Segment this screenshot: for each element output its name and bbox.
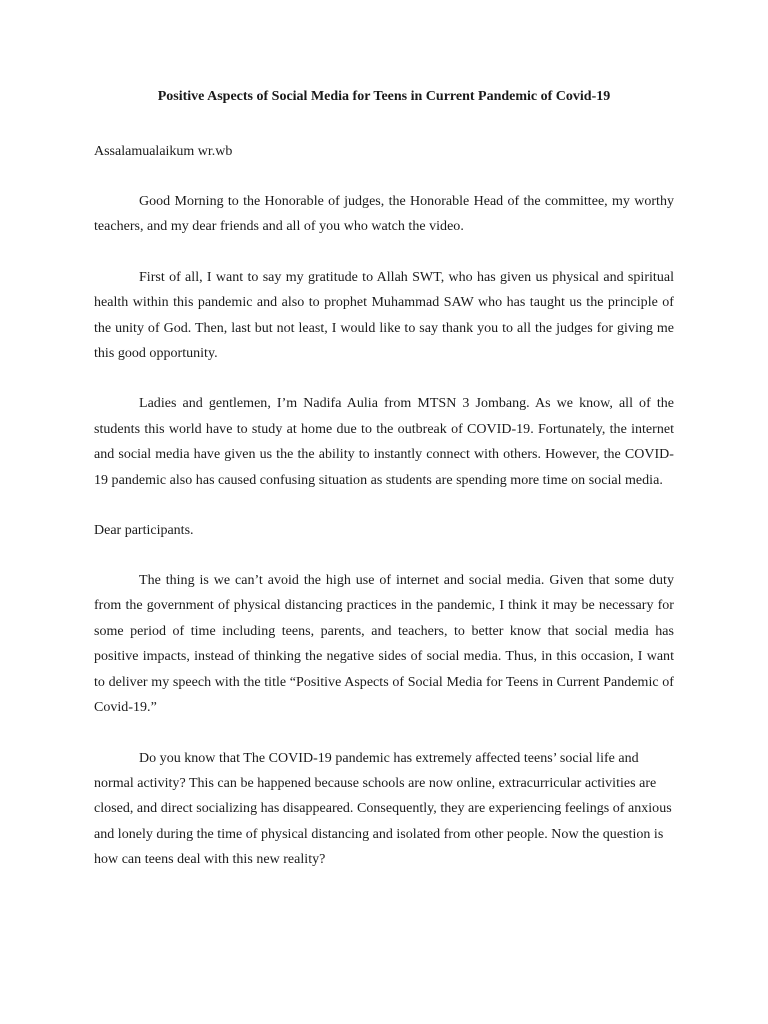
- paragraph-greeting: Good Morning to the Honorable of judges, the Honorable Head of the committee, my worthy teachers, and my dear friends and all of you who watch the video.: [94, 194, 674, 235]
- salutation: Assalamualaikum wr.wb: [94, 144, 233, 159]
- paragraph-gratitude: First of all, I want to say my gratitude to Allah SWT, who has given us physical and spiritual health within this pandemic and also to prophet Muhammad SAW who has taught us the principle of the unity of God. Then, last but not least, I would like to say thank you to all the judges for giving me this good opportunity.: [94, 269, 674, 362]
- document-title: Positive Aspects of Social Media for Teens in Current Pandemic of Covid-19: [157, 89, 611, 104]
- address-participants: Dear participants.: [94, 523, 194, 539]
- paragraph-introduction: Ladies and gentlemen, I’m Nadifa Aulia from MTSN 3 Jombang. As we know, all of the students this world have to study at home due to the outbreak of COVID-19. Fortunately, the internet and social media have given us the the ability to instantly connect with others. However, the COVID-19 pandemic also has caused confusing situation as students are spending more time on social media.: [94, 396, 674, 488]
- paragraph-question: Do you know that The COVID-19 pandemic has extremely affected teens’ social life and normal activity? This can be happened because schools are now online, extracurricular activities are closed, and direct socializing has disappeared. Consequently, they are experiencing feelings of anxious and lonely during the time of physical distancing and isolated from other people. Now the question is how can teens deal with this new reality?: [94, 750, 672, 868]
- paragraph-topic: The thing is we can’t avoid the high use of internet and social media. Given that some duty from the government of physical distancing practices in the pandemic, I think it may be necessary for some period of time including teens, parents, and teachers, to better know that social media has positive impacts, instead of thinking the negative sides of social media. Thus, in this occasion, I want to deliver my speech with the title “Positive Aspects of Social Media for Teens in Current Pandemic of Covid-19.”: [94, 573, 674, 716]
